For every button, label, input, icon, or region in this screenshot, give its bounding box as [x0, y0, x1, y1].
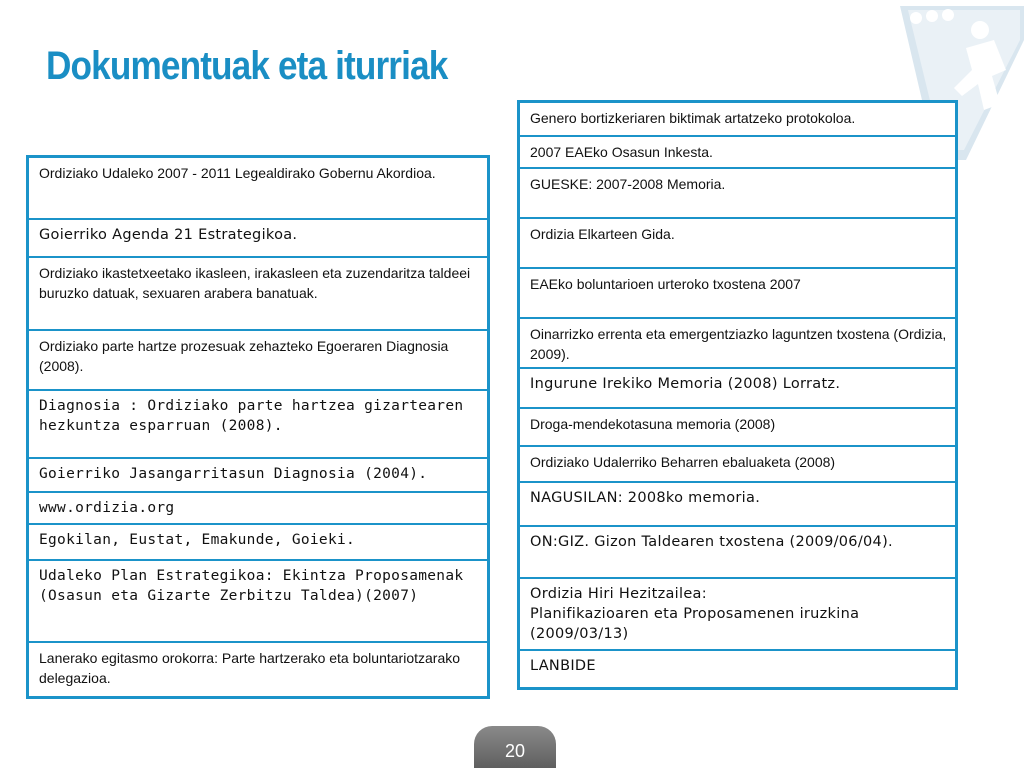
source-item: www.ordizia.org: [29, 493, 487, 525]
page-number-tab: [474, 726, 556, 768]
source-item: LANBIDE: [530, 658, 596, 674]
source-item: Genero bortizkeriaren biktimak artatzeko protokoloa.: [520, 103, 955, 137]
source-item: Lanerako egitasmo orokorra: Parte hartzerako eta boluntariotzarako delegazioa.: [39, 650, 461, 686]
source-item: Ordiziako Udaleko 2007 - 2011 Legealdirako Gobernu Akordioa.: [29, 158, 487, 220]
left-source-table: [26, 155, 490, 699]
source-item: Oinarrizko errenta eta emergentziazko laguntzen txostena (Ordizia, 2009).: [520, 319, 955, 369]
right-source-table: [517, 100, 958, 690]
source-item: Droga-mendekotasuna memoria (2008): [520, 409, 955, 447]
source-item: Diagnosia : Ordiziako parte hartzea gizartearen hezkuntza esparruan (2008).: [29, 391, 487, 459]
source-item: Egokilan, Eustat, Emakunde, Goieki.: [29, 525, 487, 561]
source-item: 2007 EAEko Osasun Inkesta.: [520, 137, 955, 169]
source-item: Goierriko Jasangarritasun Diagnosia (2004).: [29, 459, 487, 493]
source-item: ON:GIZ. Gizon Taldearen txostena (2009/06/04).: [520, 527, 955, 579]
source-item: Ordizia Hiri Hezitzailea: Planifikazioaren eta Proposamenen iruzkina (2009/03/13): [520, 579, 955, 651]
source-item: Udaleko Plan Estrategikoa: Ekintza Proposamenak (Osasun eta Gizarte Zerbitzu Taldea)(2007): [29, 561, 487, 643]
source-item: Ordiziako parte hartze prozesuak zehazteko Egoeraren Diagnosia (2008).: [29, 331, 487, 391]
source-item: Ordiziako ikastetxeetako ikasleen, irakasleen eta zuzendaritza taldeei buruzko datuak, sexuaren arabera banatuak.: [29, 258, 487, 331]
source-item: Ingurune Irekiko Memoria (2008) Lorratz.: [520, 369, 955, 409]
source-item: EAEko boluntarioen urteroko txostena 2007: [520, 269, 955, 319]
slide-title: Dokumentuak eta iturriak: [46, 44, 448, 88]
source-item: Ordizia Elkarteen Gida.: [520, 219, 955, 269]
source-item: GUESKE: 2007-2008 Memoria.: [520, 169, 955, 219]
source-item: Ordiziako Udalerriko Beharren ebaluaketa (2008): [520, 447, 955, 483]
page-number: 20: [504, 741, 526, 761]
source-item: Goierriko Agenda 21 Estrategikoa.: [29, 220, 487, 258]
source-item: NAGUSILAN: 2008ko memoria.: [520, 483, 955, 527]
